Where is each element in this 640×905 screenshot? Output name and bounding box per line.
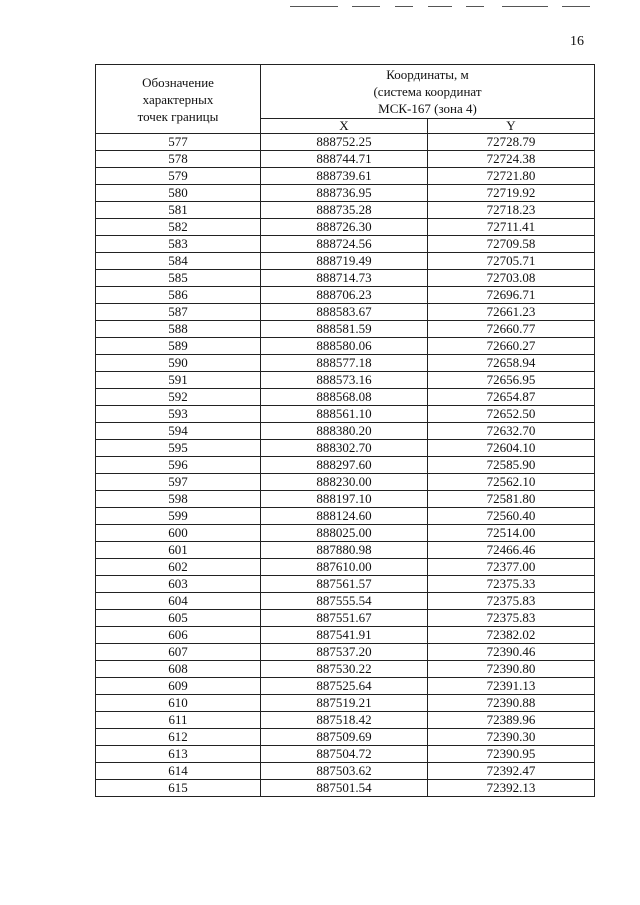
y-coordinate-cell: 72390.95 [428,746,595,763]
header-rule-lines [290,6,590,10]
y-coordinate-cell: 72392.47 [428,763,595,780]
point-number-cell: 584 [96,253,261,270]
x-coordinate-cell: 887518.42 [261,712,428,729]
table-row [96,406,595,423]
x-coordinate-cell: 887537.20 [261,644,428,661]
y-coordinate-cell: 72390.80 [428,661,595,678]
y-coordinate-cell: 72560.40 [428,508,595,525]
y-coordinate-cell: 72604.10 [428,440,595,457]
point-number-cell: 605 [96,610,261,627]
point-number-cell: 612 [96,729,261,746]
x-coordinate-cell: 888302.70 [261,440,428,457]
point-number-cell: 606 [96,627,261,644]
x-coordinate-cell: 887541.91 [261,627,428,644]
point-number-cell: 581 [96,202,261,219]
table-row [96,304,595,321]
x-coordinate-cell: 888197.10 [261,491,428,508]
x-coordinate-cell: 887509.69 [261,729,428,746]
x-coordinate-cell: 887503.62 [261,763,428,780]
x-coordinate-cell: 888568.08 [261,389,428,406]
y-coordinate-cell: 72660.27 [428,338,595,355]
point-number-cell: 586 [96,287,261,304]
y-coordinate-cell: 72718.23 [428,202,595,219]
x-coordinate-cell: 887525.64 [261,678,428,695]
x-coordinate-cell: 888752.25 [261,134,428,151]
table-row [96,236,595,253]
y-coordinate-cell: 72466.46 [428,542,595,559]
y-coordinate-cell: 72728.79 [428,134,595,151]
y-coordinate-cell: 72721.80 [428,168,595,185]
table-row [96,372,595,389]
y-coordinate-cell: 72375.83 [428,593,595,610]
point-number-cell: 604 [96,593,261,610]
point-number-cell: 592 [96,389,261,406]
point-number-cell: 608 [96,661,261,678]
table-row [96,525,595,542]
table-row [96,763,595,780]
x-coordinate-cell: 887610.00 [261,559,428,576]
point-number-cell: 602 [96,559,261,576]
y-coordinate-cell: 72724.38 [428,151,595,168]
point-number-cell: 591 [96,372,261,389]
table-row [96,287,595,304]
table-row [96,219,595,236]
point-number-cell: 588 [96,321,261,338]
x-coordinate-cell: 887501.54 [261,780,428,797]
x-coordinate-cell: 888735.28 [261,202,428,219]
table-row [96,593,595,610]
x-coordinate-cell: 888739.61 [261,168,428,185]
point-number-cell: 609 [96,678,261,695]
table-row [96,202,595,219]
x-coordinate-cell: 887519.21 [261,695,428,712]
y-coordinate-cell: 72632.70 [428,423,595,440]
x-coordinate-cell: 887504.72 [261,746,428,763]
point-number-cell: 578 [96,151,261,168]
point-number-cell: 611 [96,712,261,729]
table-row [96,168,595,185]
x-coordinate-cell: 888025.00 [261,525,428,542]
table-row [96,644,595,661]
x-coordinate-cell: 888726.30 [261,219,428,236]
y-coordinate-cell: 72382.02 [428,627,595,644]
point-number-cell: 580 [96,185,261,202]
y-coordinate-cell: 72514.00 [428,525,595,542]
point-number-cell: 599 [96,508,261,525]
table-row [96,321,595,338]
coordinates-table-body [96,134,595,797]
table-row [96,661,595,678]
point-number-cell: 607 [96,644,261,661]
y-coordinate-cell: 72377.00 [428,559,595,576]
table-row [96,270,595,287]
y-coordinate-cell: 72581.80 [428,491,595,508]
y-coordinate-cell: 72390.46 [428,644,595,661]
point-number-cell: 598 [96,491,261,508]
y-coordinate-cell: 72660.77 [428,321,595,338]
point-designation-header: Обозначение характерных точек границы [96,65,261,134]
page-number: 16 [570,34,584,49]
point-number-cell: 601 [96,542,261,559]
y-coordinate-cell: 72562.10 [428,474,595,491]
point-number-cell: 579 [96,168,261,185]
y-coordinate-cell: 72654.87 [428,389,595,406]
x-coordinate-cell: 887551.67 [261,610,428,627]
y-column-header: Y [428,119,595,134]
table-row [96,440,595,457]
x-coordinate-cell: 887555.54 [261,593,428,610]
table-row [96,729,595,746]
x-coordinate-cell: 888561.10 [261,406,428,423]
table-row [96,712,595,729]
x-coordinate-cell: 887561.57 [261,576,428,593]
point-number-cell: 610 [96,695,261,712]
table-row [96,542,595,559]
x-column-header: X [261,119,428,134]
table-row [96,134,595,151]
table-row [96,780,595,797]
x-coordinate-cell: 888583.67 [261,304,428,321]
x-coordinate-cell: 888706.23 [261,287,428,304]
table-row [96,559,595,576]
point-number-cell: 577 [96,134,261,151]
point-number-cell: 587 [96,304,261,321]
point-number-cell: 585 [96,270,261,287]
x-coordinate-cell: 888719.49 [261,253,428,270]
x-coordinate-cell: 888581.59 [261,321,428,338]
y-coordinate-cell: 72375.83 [428,610,595,627]
table-row [96,389,595,406]
y-coordinate-cell: 72705.71 [428,253,595,270]
x-coordinate-cell: 888577.18 [261,355,428,372]
point-number-cell: 595 [96,440,261,457]
y-coordinate-cell: 72585.90 [428,457,595,474]
y-coordinate-cell: 72658.94 [428,355,595,372]
table-row [96,185,595,202]
y-coordinate-cell: 72389.96 [428,712,595,729]
y-coordinate-cell: 72392.13 [428,780,595,797]
point-number-cell: 603 [96,576,261,593]
y-coordinate-cell: 72719.92 [428,185,595,202]
table-row [96,508,595,525]
x-coordinate-cell: 888714.73 [261,270,428,287]
table-row [96,678,595,695]
point-number-cell: 589 [96,338,261,355]
table-row [96,474,595,491]
y-coordinate-cell: 72711.41 [428,219,595,236]
y-coordinate-cell: 72652.50 [428,406,595,423]
table-row [96,627,595,644]
point-number-cell: 594 [96,423,261,440]
x-coordinate-cell: 887880.98 [261,542,428,559]
point-number-cell: 582 [96,219,261,236]
table-row [96,491,595,508]
x-coordinate-cell: 888297.60 [261,457,428,474]
x-coordinate-cell: 888736.95 [261,185,428,202]
x-coordinate-cell: 888724.56 [261,236,428,253]
point-number-cell: 583 [96,236,261,253]
y-coordinate-cell: 72390.88 [428,695,595,712]
y-coordinate-cell: 72709.58 [428,236,595,253]
table-row [96,423,595,440]
y-coordinate-cell: 72703.08 [428,270,595,287]
coordinates-table [95,64,595,797]
y-coordinate-cell: 72391.13 [428,678,595,695]
x-coordinate-cell: 888380.20 [261,423,428,440]
x-coordinate-cell: 888124.60 [261,508,428,525]
y-coordinate-cell: 72661.23 [428,304,595,321]
table-row [96,746,595,763]
table-row [96,576,595,593]
point-number-cell: 614 [96,763,261,780]
point-number-cell: 590 [96,355,261,372]
table-row [96,695,595,712]
point-number-cell: 615 [96,780,261,797]
x-coordinate-cell: 888573.16 [261,372,428,389]
table-row [96,355,595,372]
y-coordinate-cell: 72390.30 [428,729,595,746]
point-number-cell: 600 [96,525,261,542]
x-coordinate-cell: 888580.06 [261,338,428,355]
table-row [96,610,595,627]
x-coordinate-cell: 888744.71 [261,151,428,168]
coordinates-header: Координаты, м (система координат МСК-167 (зона 4) [261,65,595,119]
point-number-cell: 597 [96,474,261,491]
x-coordinate-cell: 887530.22 [261,661,428,678]
point-number-cell: 613 [96,746,261,763]
y-coordinate-cell: 72656.95 [428,372,595,389]
y-coordinate-cell: 72375.33 [428,576,595,593]
x-coordinate-cell: 888230.00 [261,474,428,491]
y-coordinate-cell: 72696.71 [428,287,595,304]
point-number-cell: 596 [96,457,261,474]
table-row [96,338,595,355]
table-row [96,253,595,270]
table-row [96,457,595,474]
table-row [96,151,595,168]
point-number-cell: 593 [96,406,261,423]
